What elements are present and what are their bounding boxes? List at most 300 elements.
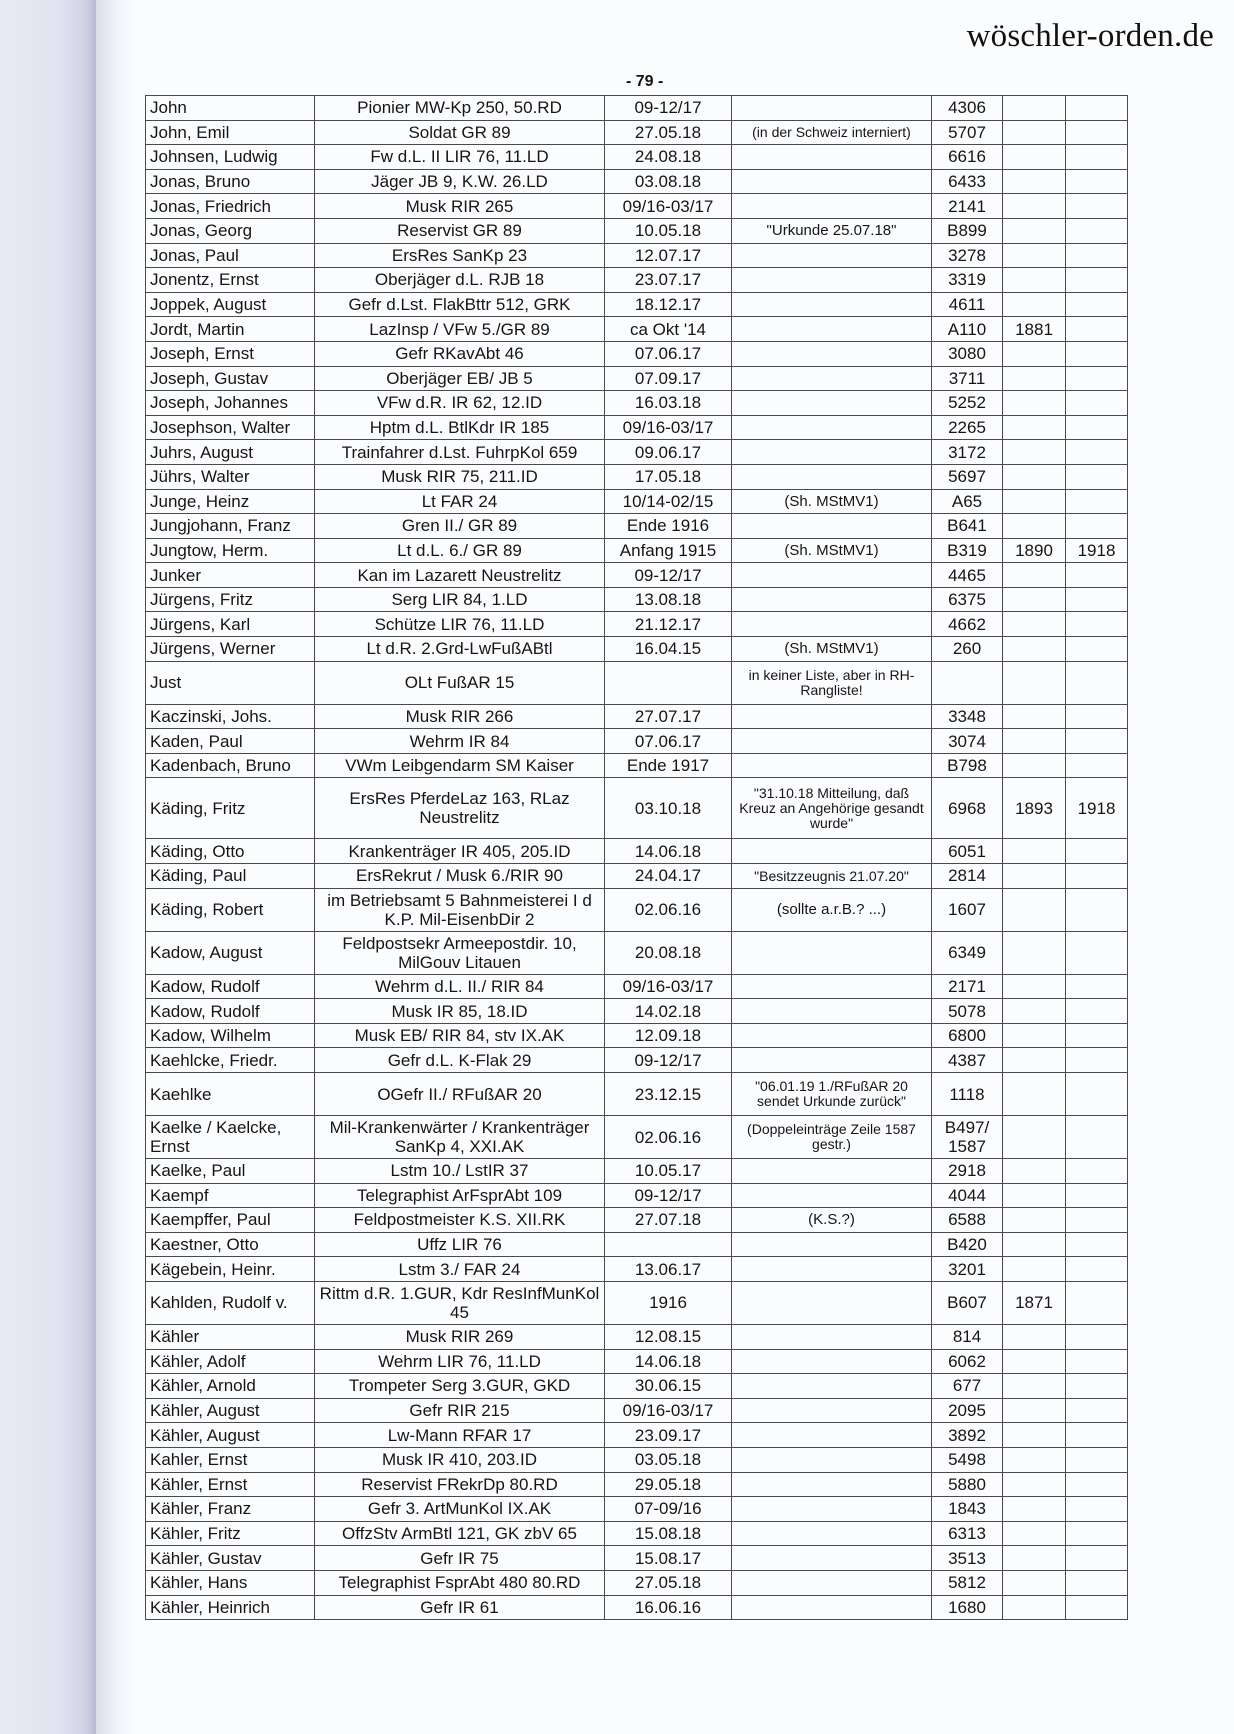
cell-note (732, 194, 932, 219)
cell-name: Kaehlke (146, 1073, 315, 1116)
cell-death-year (1066, 1159, 1128, 1184)
cell-death-year (1066, 729, 1128, 754)
cell-unit: Kan im Lazarett Neustrelitz (315, 563, 605, 588)
cell-birth-year (1003, 1232, 1066, 1257)
cell-name: Junge, Heinz (146, 489, 315, 514)
cell-name: Jonas, Paul (146, 243, 315, 268)
cell-name: Jonas, Georg (146, 218, 315, 243)
cell-list-number: 3319 (932, 268, 1003, 293)
cell-date: 03.08.18 (605, 169, 732, 194)
table-row (146, 1472, 1128, 1497)
cell-birth-year (1003, 1183, 1066, 1208)
cell-note (732, 753, 932, 778)
cell-date: 09-12/17 (605, 563, 732, 588)
cell-name: Jungtow, Herm. (146, 538, 315, 563)
table-row (146, 661, 1128, 704)
cell-death-year (1066, 1349, 1128, 1374)
table-row (146, 1232, 1128, 1257)
cell-unit: Musk IR 410, 203.ID (315, 1447, 605, 1472)
cell-list-number: 6313 (932, 1521, 1003, 1546)
cell-birth-year (1003, 888, 1066, 931)
cell-list-number: 3513 (932, 1546, 1003, 1571)
cell-unit: OffzStv ArmBtl 121, GK zbV 65 (315, 1521, 605, 1546)
cell-list-number: A65 (932, 489, 1003, 514)
cell-note: "31.10.18 Mitteilung, daß Kreuz an Angehörige gesandt wurde" (732, 778, 932, 839)
cell-birth-year (1003, 1521, 1066, 1546)
cell-death-year (1066, 145, 1128, 170)
cell-death-year (1066, 1447, 1128, 1472)
cell-date: 27.05.18 (605, 1570, 732, 1595)
cell-death-year (1066, 268, 1128, 293)
table-row (146, 120, 1128, 145)
cell-note (732, 1349, 932, 1374)
cell-date: 09/16-03/17 (605, 415, 732, 440)
cell-unit: Schütze LIR 76, 11.LD (315, 612, 605, 637)
cell-date: 16.04.15 (605, 637, 732, 662)
table-row (146, 440, 1128, 465)
table-row (146, 366, 1128, 391)
cell-note: (K.S.?) (732, 1208, 932, 1233)
cell-name: Jürgens, Fritz (146, 587, 315, 612)
cell-unit: Gefr IR 75 (315, 1546, 605, 1571)
cell-list-number: 3201 (932, 1257, 1003, 1282)
cell-note (732, 1159, 932, 1184)
table-row (146, 1159, 1128, 1184)
table-row (146, 974, 1128, 999)
cell-death-year (1066, 1398, 1128, 1423)
cell-date: 17.05.18 (605, 464, 732, 489)
cell-date: 24.08.18 (605, 145, 732, 170)
cell-birth-year (1003, 931, 1066, 974)
cell-list-number: 6349 (932, 931, 1003, 974)
cell-date: 16.03.18 (605, 391, 732, 416)
cell-name: Kähler, Heinrich (146, 1595, 315, 1620)
cell-death-year (1066, 1232, 1128, 1257)
cell-birth-year (1003, 864, 1066, 889)
cell-name: Kaehlcke, Friedr. (146, 1048, 315, 1073)
cell-birth-year (1003, 1048, 1066, 1073)
cell-name: Kaempffer, Paul (146, 1208, 315, 1233)
cell-list-number: 6375 (932, 587, 1003, 612)
cell-birth-year (1003, 1472, 1066, 1497)
cell-note (732, 999, 932, 1024)
cell-name: Kaestner, Otto (146, 1232, 315, 1257)
cell-date: 07.06.17 (605, 341, 732, 366)
cell-unit: Rittm d.R. 1.GUR, Kdr ResInfMunKol 45 (315, 1281, 605, 1324)
cell-unit: Wehrm d.L. II./ RIR 84 (315, 974, 605, 999)
cell-name: Johnsen, Ludwig (146, 145, 315, 170)
cell-list-number: 3711 (932, 366, 1003, 391)
cell-note (732, 1423, 932, 1448)
table-row (146, 194, 1128, 219)
cell-list-number: 2141 (932, 194, 1003, 219)
table-row (146, 341, 1128, 366)
cell-unit: Lstm 3./ FAR 24 (315, 1257, 605, 1282)
cell-list-number: B319 (932, 538, 1003, 563)
cell-death-year (1066, 96, 1128, 121)
table-row (146, 464, 1128, 489)
cell-unit: VFw d.R. IR 62, 12.ID (315, 391, 605, 416)
cell-death-year (1066, 1497, 1128, 1522)
cell-date: ca Okt '14 (605, 317, 732, 342)
table-row (146, 1497, 1128, 1522)
cell-death-year (1066, 637, 1128, 662)
cell-list-number: 3074 (932, 729, 1003, 754)
cell-birth-year (1003, 341, 1066, 366)
cell-date: Ende 1916 (605, 514, 732, 539)
table-row (146, 1324, 1128, 1349)
cell-birth-year (1003, 1497, 1066, 1522)
cell-note (732, 440, 932, 465)
cell-name: Just (146, 661, 315, 704)
cell-death-year (1066, 1183, 1128, 1208)
cell-unit: Gren II./ GR 89 (315, 514, 605, 539)
table-row (146, 292, 1128, 317)
cell-birth-year (1003, 194, 1066, 219)
cell-birth-year (1003, 1570, 1066, 1595)
cell-name: Kaden, Paul (146, 729, 315, 754)
cell-date: 14.02.18 (605, 999, 732, 1024)
cell-list-number: 2095 (932, 1398, 1003, 1423)
cell-date: 12.08.15 (605, 1324, 732, 1349)
cell-unit: Musk RIR 75, 211.ID (315, 464, 605, 489)
cell-note (732, 366, 932, 391)
cell-note (732, 1447, 932, 1472)
cell-date: 09-12/17 (605, 1048, 732, 1073)
cell-date: 27.07.18 (605, 1208, 732, 1233)
cell-birth-year (1003, 1116, 1066, 1159)
cell-death-year (1066, 194, 1128, 219)
cell-date: 24.04.17 (605, 864, 732, 889)
cell-list-number: 6051 (932, 839, 1003, 864)
cell-note (732, 514, 932, 539)
cell-note: (sollte a.r.B.? ...) (732, 888, 932, 931)
cell-note (732, 1570, 932, 1595)
cell-note (732, 341, 932, 366)
cell-note (732, 292, 932, 317)
cell-name: Käding, Fritz (146, 778, 315, 839)
cell-unit: Feldpostsekr Armeepostdir. 10, MilGouv Litauen (315, 931, 605, 974)
cell-birth-year (1003, 1546, 1066, 1571)
cell-list-number: B607 (932, 1281, 1003, 1324)
table-row (146, 514, 1128, 539)
table-row (146, 864, 1128, 889)
cell-date: 12.07.17 (605, 243, 732, 268)
cell-date: 09/16-03/17 (605, 974, 732, 999)
cell-name: Kaelke, Paul (146, 1159, 315, 1184)
cell-list-number: 5252 (932, 391, 1003, 416)
table-row (146, 538, 1128, 563)
cell-birth-year (1003, 391, 1066, 416)
cell-date: 09/16-03/17 (605, 1398, 732, 1423)
table-row (146, 415, 1128, 440)
cell-list-number: 2171 (932, 974, 1003, 999)
cell-unit: Lt FAR 24 (315, 489, 605, 514)
cell-list-number: 4611 (932, 292, 1003, 317)
cell-list-number: 1118 (932, 1073, 1003, 1116)
book-gutter-shadow (0, 0, 96, 1734)
cell-name: Kähler, August (146, 1398, 315, 1423)
cell-name: Joseph, Ernst (146, 341, 315, 366)
cell-birth-year (1003, 1595, 1066, 1620)
cell-birth-year (1003, 1374, 1066, 1399)
cell-date: 10.05.17 (605, 1159, 732, 1184)
cell-list-number: 2814 (932, 864, 1003, 889)
cell-note (732, 1183, 932, 1208)
cell-unit: Soldat GR 89 (315, 120, 605, 145)
cell-unit: Gefr 3. ArtMunKol IX.AK (315, 1497, 605, 1522)
cell-note (732, 1048, 932, 1073)
cell-unit: LazInsp / VFw 5./GR 89 (315, 317, 605, 342)
cell-unit: Musk IR 85, 18.ID (315, 999, 605, 1024)
table-row (146, 1257, 1128, 1282)
table-row (146, 704, 1128, 729)
table-row (146, 587, 1128, 612)
cell-name: Kadow, Rudolf (146, 974, 315, 999)
cell-name: Kadow, August (146, 931, 315, 974)
cell-name: Kähler, Gustav (146, 1546, 315, 1571)
cell-list-number: B497/ 1587 (932, 1116, 1003, 1159)
cell-note (732, 1374, 932, 1399)
cell-list-number: 1843 (932, 1497, 1003, 1522)
cell-unit: Oberjäger EB/ JB 5 (315, 366, 605, 391)
cell-unit: Lt d.R. 2.Grd-LwFußABtl (315, 637, 605, 662)
cell-note (732, 974, 932, 999)
cell-name: Kähler, Hans (146, 1570, 315, 1595)
cell-death-year (1066, 864, 1128, 889)
cell-date: 27.07.17 (605, 704, 732, 729)
cell-list-number: 5812 (932, 1570, 1003, 1595)
cell-death-year (1066, 1546, 1128, 1571)
cell-date: 23.09.17 (605, 1423, 732, 1448)
cell-name: John (146, 96, 315, 121)
cell-note (732, 729, 932, 754)
cell-note (732, 1546, 932, 1571)
cell-death-year (1066, 415, 1128, 440)
cell-name: Kaelke / Kaelcke, Ernst (146, 1116, 315, 1159)
cell-note (732, 391, 932, 416)
cell-unit: Gefr d.Lst. FlakBttr 512, GRK (315, 292, 605, 317)
cell-birth-year (1003, 440, 1066, 465)
cell-unit: Wehrm LIR 76, 11.LD (315, 1349, 605, 1374)
cell-list-number: 4662 (932, 612, 1003, 637)
cell-name: Kaczinski, Johs. (146, 704, 315, 729)
cell-date: 14.06.18 (605, 1349, 732, 1374)
cell-name: Jonentz, Ernst (146, 268, 315, 293)
cell-unit: ErsRes SanKp 23 (315, 243, 605, 268)
table-row (146, 96, 1128, 121)
cell-date: 10/14-02/15 (605, 489, 732, 514)
cell-date: 15.08.18 (605, 1521, 732, 1546)
cell-date: 09-12/17 (605, 96, 732, 121)
cell-death-year (1066, 1023, 1128, 1048)
table-row (146, 753, 1128, 778)
cell-name: Kägebein, Heinr. (146, 1257, 315, 1282)
cell-list-number: 6616 (932, 145, 1003, 170)
cell-birth-year (1003, 464, 1066, 489)
cell-birth-year (1003, 96, 1066, 121)
cell-death-year (1066, 120, 1128, 145)
cell-death-year (1066, 1324, 1128, 1349)
cell-name: Junker (146, 563, 315, 588)
table-row (146, 169, 1128, 194)
cell-birth-year (1003, 169, 1066, 194)
cell-death-year (1066, 1281, 1128, 1324)
cell-name: Jonas, Bruno (146, 169, 315, 194)
cell-note (732, 1521, 932, 1546)
cell-birth-year (1003, 563, 1066, 588)
cell-name: Kaempf (146, 1183, 315, 1208)
cell-note (732, 317, 932, 342)
cell-death-year (1066, 1116, 1128, 1159)
cell-name: Kadow, Wilhelm (146, 1023, 315, 1048)
cell-unit: OGefr II./ RFußAR 20 (315, 1073, 605, 1116)
cell-list-number: B420 (932, 1232, 1003, 1257)
cell-date: 16.06.16 (605, 1595, 732, 1620)
table-row (146, 268, 1128, 293)
table-row (146, 999, 1128, 1024)
cell-birth-year (1003, 1324, 1066, 1349)
cell-death-year (1066, 661, 1128, 704)
cell-death-year (1066, 292, 1128, 317)
cell-date: 07.09.17 (605, 366, 732, 391)
cell-death-year (1066, 514, 1128, 539)
table-row (146, 489, 1128, 514)
cell-birth-year (1003, 366, 1066, 391)
cell-note (732, 145, 932, 170)
cell-name: Jordt, Martin (146, 317, 315, 342)
cell-death-year (1066, 1595, 1128, 1620)
table-row (146, 1116, 1128, 1159)
cell-name: Kahler, Ernst (146, 1447, 315, 1472)
table-row (146, 1570, 1128, 1595)
cell-birth-year (1003, 661, 1066, 704)
cell-unit: Uffz LIR 76 (315, 1232, 605, 1257)
cell-death-year (1066, 612, 1128, 637)
cell-unit: Gefr RIR 215 (315, 1398, 605, 1423)
cell-list-number: 3080 (932, 341, 1003, 366)
cell-name: Joseph, Johannes (146, 391, 315, 416)
cell-death-year (1066, 464, 1128, 489)
cell-list-number: 814 (932, 1324, 1003, 1349)
cell-unit: Telegraphist FsprAbt 480 80.RD (315, 1570, 605, 1595)
cell-death-year (1066, 1423, 1128, 1448)
cell-list-number: 4306 (932, 96, 1003, 121)
cell-death-year: 1918 (1066, 538, 1128, 563)
cell-list-number: 6588 (932, 1208, 1003, 1233)
cell-list-number: 6062 (932, 1349, 1003, 1374)
table-row (146, 218, 1128, 243)
page-number: - 79 - (626, 73, 664, 90)
cell-birth-year (1003, 729, 1066, 754)
cell-unit: Serg LIR 84, 1.LD (315, 587, 605, 612)
cell-list-number: 4044 (932, 1183, 1003, 1208)
cell-date: 13.06.17 (605, 1257, 732, 1282)
cell-list-number: 4387 (932, 1048, 1003, 1073)
cell-death-year (1066, 317, 1128, 342)
cell-birth-year (1003, 218, 1066, 243)
cell-date: 30.06.15 (605, 1374, 732, 1399)
cell-birth-year (1003, 839, 1066, 864)
cell-note: (in der Schweiz interniert) (732, 120, 932, 145)
cell-note: (Sh. MStMV1) (732, 538, 932, 563)
cell-birth-year (1003, 415, 1066, 440)
cell-unit: Musk EB/ RIR 84, stv IX.AK (315, 1023, 605, 1048)
cell-name: Kähler (146, 1324, 315, 1349)
cell-unit: Lw-Mann RFAR 17 (315, 1423, 605, 1448)
cell-unit: Musk RIR 269 (315, 1324, 605, 1349)
cell-unit: Musk RIR 265 (315, 194, 605, 219)
cell-unit: Pionier MW-Kp 250, 50.RD (315, 96, 605, 121)
cell-list-number: 5697 (932, 464, 1003, 489)
cell-list-number: 6968 (932, 778, 1003, 839)
cell-name: Käding, Paul (146, 864, 315, 889)
cell-birth-year (1003, 1257, 1066, 1282)
cell-date: 09-12/17 (605, 1183, 732, 1208)
cell-unit: Jäger JB 9, K.W. 26.LD (315, 169, 605, 194)
cell-unit: Krankenträger IR 405, 205.ID (315, 839, 605, 864)
cell-unit: Musk RIR 266 (315, 704, 605, 729)
cell-list-number: 3348 (932, 704, 1003, 729)
cell-birth-year (1003, 145, 1066, 170)
cell-date: Anfang 1915 (605, 538, 732, 563)
cell-note (732, 169, 932, 194)
cell-list-number: 3278 (932, 243, 1003, 268)
cell-list-number: 2918 (932, 1159, 1003, 1184)
cell-date: 23.12.15 (605, 1073, 732, 1116)
cell-birth-year: 1890 (1003, 538, 1066, 563)
cell-unit: OLt FußAR 15 (315, 661, 605, 704)
cell-name: Juhrs, August (146, 440, 315, 465)
table-row (146, 1595, 1128, 1620)
cell-death-year (1066, 489, 1128, 514)
cell-note: (Sh. MStMV1) (732, 489, 932, 514)
cell-unit: Lstm 10./ LstIR 37 (315, 1159, 605, 1184)
cell-birth-year (1003, 753, 1066, 778)
cell-note (732, 1281, 932, 1324)
cell-name: Kähler, Arnold (146, 1374, 315, 1399)
cell-birth-year (1003, 120, 1066, 145)
cell-note (732, 1595, 932, 1620)
cell-note (732, 612, 932, 637)
cell-note: "Besitzzeugnis 21.07.20" (732, 864, 932, 889)
cell-birth-year: 1881 (1003, 317, 1066, 342)
cell-birth-year (1003, 489, 1066, 514)
cell-name: Kadenbach, Bruno (146, 753, 315, 778)
cell-name: Kahlden, Rudolf v. (146, 1281, 315, 1324)
cell-unit: Gefr IR 61 (315, 1595, 605, 1620)
cell-unit: Gefr d.L. K-Flak 29 (315, 1048, 605, 1073)
cell-note (732, 1398, 932, 1423)
cell-note (732, 1497, 932, 1522)
table-row (146, 391, 1128, 416)
table-row (146, 563, 1128, 588)
cell-unit: im Betriebsamt 5 Bahnmeisterei I d K.P. Mil-EisenbDir 2 (315, 888, 605, 931)
cell-name: Käding, Robert (146, 888, 315, 931)
cell-list-number: 5707 (932, 120, 1003, 145)
cell-unit: Oberjäger d.L. RJB 18 (315, 268, 605, 293)
cell-name: Kadow, Rudolf (146, 999, 315, 1024)
table-row (146, 1546, 1128, 1571)
cell-birth-year (1003, 1447, 1066, 1472)
cell-note (732, 415, 932, 440)
table-row (146, 1349, 1128, 1374)
cell-date: 13.08.18 (605, 587, 732, 612)
cell-date: 21.12.17 (605, 612, 732, 637)
cell-date: 07.06.17 (605, 729, 732, 754)
cell-note (732, 587, 932, 612)
cell-birth-year (1003, 514, 1066, 539)
